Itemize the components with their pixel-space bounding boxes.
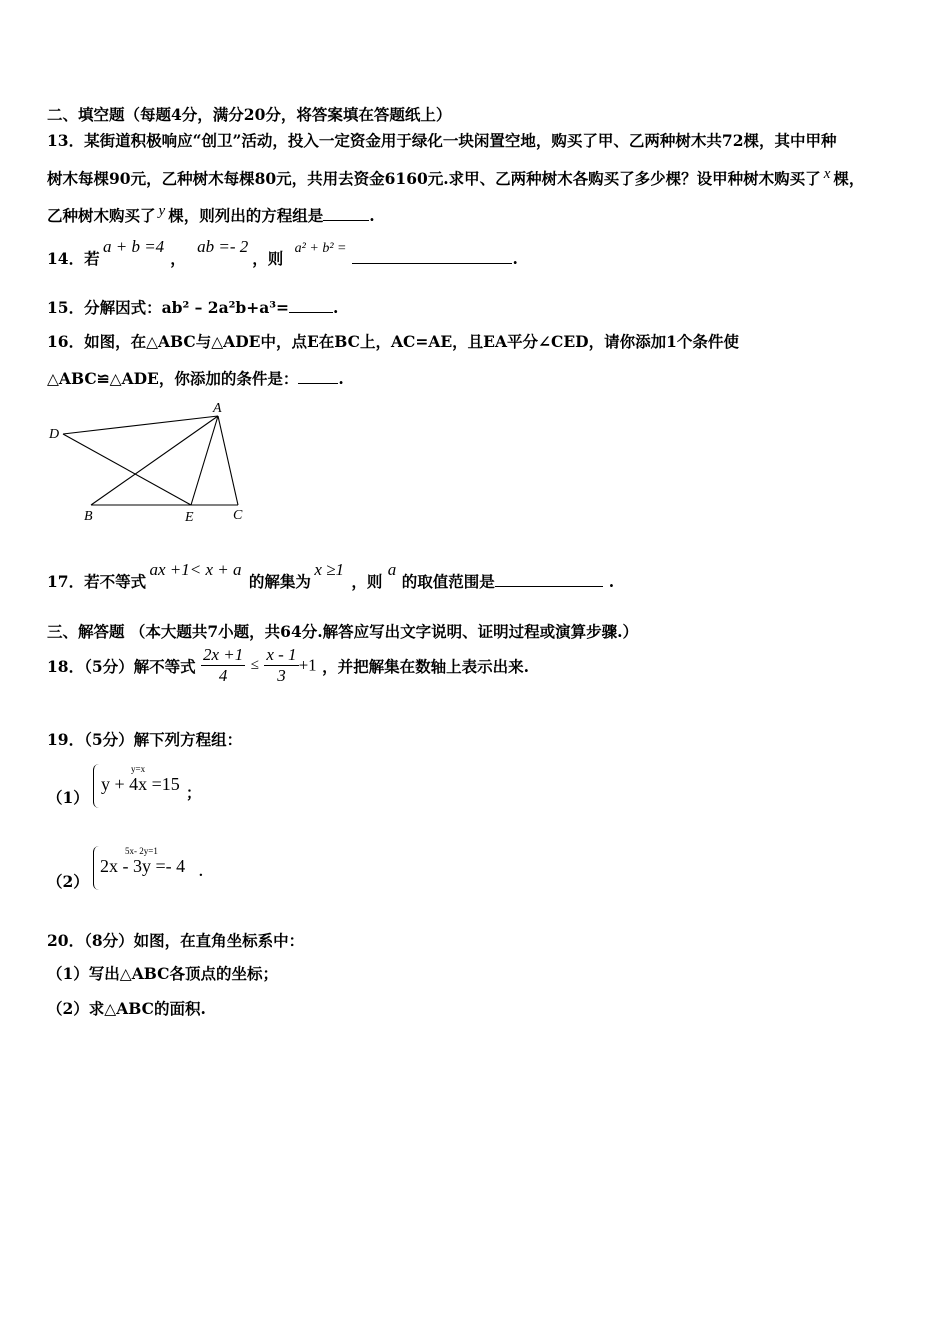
- q13-line-1: 13．某街道积极响应“创卫”活动，投入一定资金用于绿化一块闲置空地，购买了甲、乙两种树木共72棵，其中甲种: [47, 131, 837, 150]
- q13-line-3: [47, 203, 375, 226]
- q14-line: [47, 237, 518, 269]
- q16-line-2-text: △ABC≌△ADE，你添加的条件是：: [47, 369, 299, 388]
- label-C: C: [233, 508, 243, 523]
- q18-line: [47, 645, 529, 686]
- q19-system-2: [93, 846, 223, 892]
- segment-DA: [63, 416, 218, 434]
- q17-suffix: 的取值范围是: [401, 572, 495, 591]
- q13-line-3-text-2: 棵，则列出的方程组是: [168, 206, 324, 225]
- q17-mid: 的解集为: [248, 572, 311, 591]
- q17-prefix: 17．若不等式: [47, 572, 147, 591]
- q16-line-2: [47, 367, 344, 389]
- q18-plus-one: +1: [298, 655, 317, 675]
- q19-system-1: [93, 764, 213, 810]
- q14-expr-1: a + b =4: [102, 237, 165, 256]
- q15-line: [47, 296, 338, 318]
- q13-line-2: [47, 166, 864, 189]
- q20-part-1: （1）写出△ABC各顶点的坐标；: [47, 964, 278, 983]
- q17-mid-2: ，则: [351, 572, 383, 591]
- q18-denominator-right: 3: [277, 666, 286, 685]
- section-heading-fill-in: 二、填空题（每题4分，满分20分，将答案填在答题纸上）: [47, 105, 452, 124]
- q18-fraction-left: [201, 645, 245, 686]
- q17-solution: x ≥1: [314, 560, 344, 579]
- label-E: E: [185, 510, 194, 525]
- q13-end: .: [369, 206, 375, 225]
- q16-end: .: [338, 369, 344, 388]
- segment-EA: [191, 416, 218, 505]
- q13-line-2-text: 树木每棵90元，乙种树木每棵80元，共用去资金6160元.求甲、乙两种树木各购买了多少棵？设甲种树木购买了: [47, 169, 821, 188]
- q14-answer-blank[interactable]: [352, 249, 512, 264]
- q15-answer-blank[interactable]: [289, 298, 333, 313]
- q16-line-1: 16．如图，在△ABC与△ADE中，点E在BC上，AC=AE，且EA平分∠CED，请你添加1个条件使: [47, 332, 739, 351]
- q15-end: .: [333, 298, 339, 317]
- q19-system-1-end: ；: [186, 786, 202, 802]
- q18-fraction-right: [264, 645, 298, 686]
- q13-line-2-end: 棵，: [833, 169, 865, 188]
- q18-numerator-right: x - 1: [266, 645, 297, 664]
- segment-DE: [63, 434, 191, 505]
- q17-inequality: ax +1< x + a: [149, 560, 242, 579]
- q19-part-1-label: （1）: [47, 788, 89, 807]
- triangle-figure: [40, 395, 260, 530]
- q17-var-a: a: [387, 560, 397, 579]
- label-A: A: [213, 401, 222, 416]
- label-B: B: [84, 509, 93, 524]
- q16-answer-blank[interactable]: [298, 369, 338, 384]
- q19-part-2-label: （2）: [47, 872, 89, 891]
- q19-system-2-end: .: [199, 864, 203, 880]
- q18-leq: ≤: [250, 657, 259, 673]
- q19-system-2-eq-2: 2x - 3y =- 4: [100, 856, 186, 876]
- q19-system-2-eq-1: 5x- 2y=1: [125, 846, 158, 856]
- q18-numerator-left: 2x +1: [203, 645, 244, 664]
- q13-line-3-text: 乙种树木购买了: [47, 206, 156, 225]
- q20-part-2: （2）求△ABC的面积.: [47, 999, 206, 1018]
- q19-system-1-eq-1: y=x: [131, 764, 146, 774]
- q14-end: .: [512, 249, 518, 268]
- q18-suffix: ，并把解集在数轴上表示出来.: [322, 656, 529, 676]
- q14-expr-3: a² + b² =: [294, 241, 347, 256]
- q17-line: [47, 560, 614, 592]
- q19-system-1-eq-2: y + 4x =15: [101, 774, 180, 794]
- q15-text: 15．分解因式：ab² – 2a²b+a³=: [47, 298, 290, 317]
- q19-title: 19．（5分）解下列方程组：: [47, 730, 243, 749]
- q13-var-x: x: [823, 166, 831, 182]
- label-D: D: [49, 427, 60, 442]
- q20-title: 20．（8分）如图，在直角坐标系中：: [47, 931, 305, 950]
- q17-end: .: [608, 572, 615, 591]
- q13-answer-blank[interactable]: [323, 206, 369, 221]
- q18-prefix: 18．（5分）解不等式: [47, 656, 196, 676]
- section-heading-solve: 三、解答题 （本大题共7小题，共64分.解答应写出文字说明、证明过程或演算步骤.）: [47, 622, 639, 641]
- q14-expr-2: ab =- 2: [197, 237, 249, 256]
- q18-denominator-left: 4: [218, 666, 228, 685]
- q14-sep-1: ，: [170, 249, 186, 268]
- q13-var-y: y: [158, 203, 166, 219]
- segment-AC: [218, 416, 238, 505]
- q14-sep-2: ，则: [252, 249, 284, 268]
- q14-prefix: 14．若: [47, 249, 100, 268]
- q17-answer-blank[interactable]: [495, 572, 603, 587]
